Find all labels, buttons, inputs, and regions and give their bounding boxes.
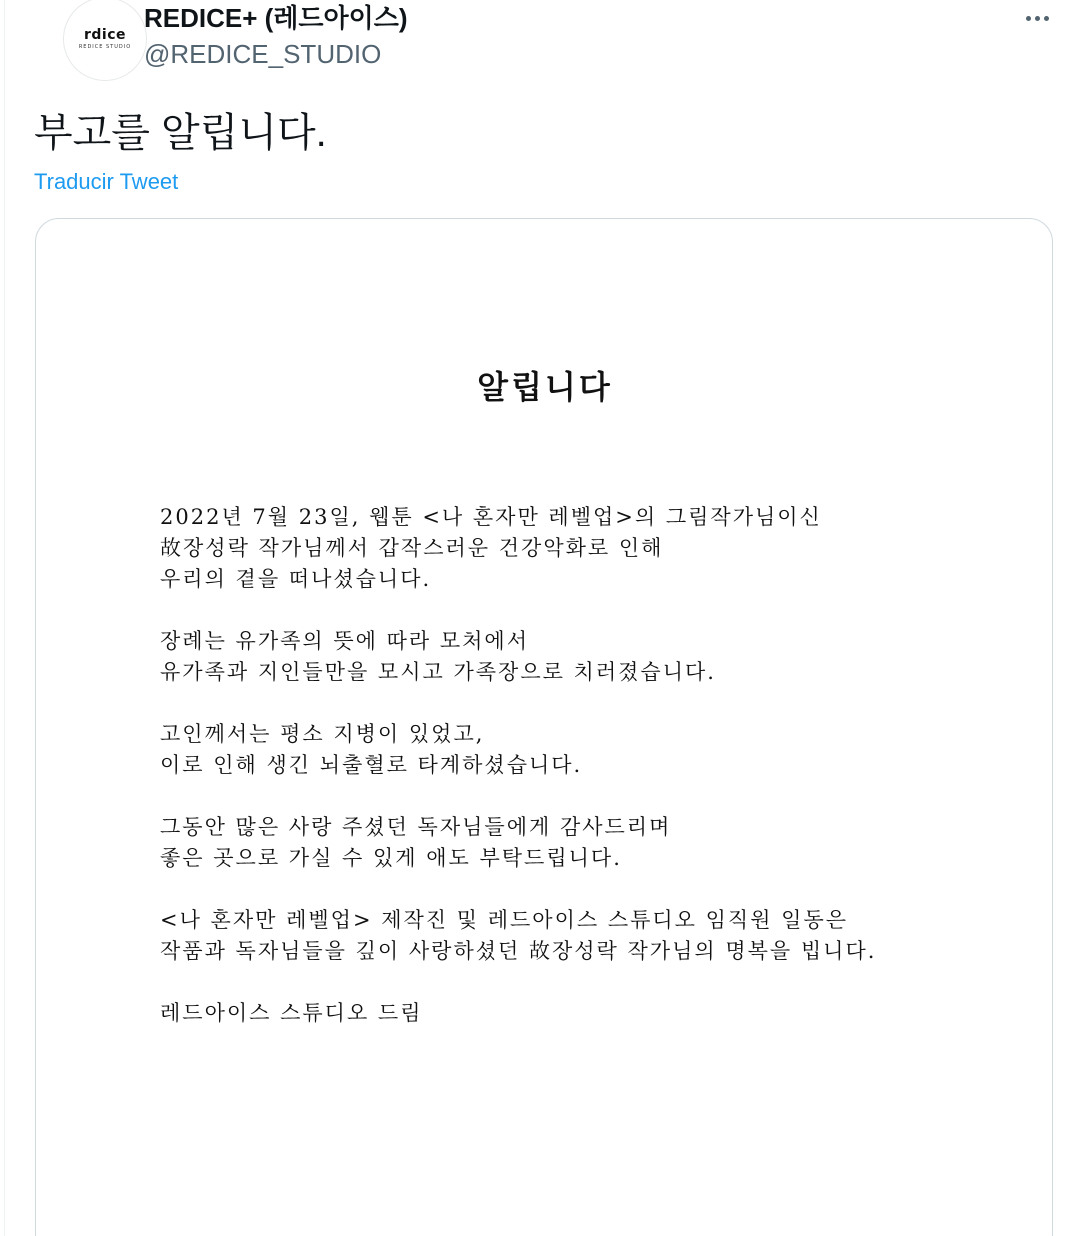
notice-paragraph [160,905,1020,967]
notice-signature [160,998,1020,1029]
avatar-logo-subtitle: REDICE STUDIO [78,44,132,50]
notice-line: <나 혼자만 레벨업> 제작진 및 레드아이스 스튜디오 임직원 일동은 [160,908,849,932]
notice-body [160,502,1020,1060]
notice-line: 레드아이스 스튜디오 드림 [160,1001,423,1025]
display-name[interactable]: REDICE+ (레드아이스) [144,3,408,33]
notice-paragraph [160,812,1020,874]
notice-line: 유가족과 지인들만을 모시고 가족장으로 치러졌습니다. [160,660,716,684]
notice-line: 고인께서는 평소 지병이 있었고, [160,722,485,746]
tweet-text: 부고를 알립니다. [34,111,327,155]
tweet-media-image[interactable] [35,218,1053,1236]
more-horizontal-icon [1024,16,1051,21]
notice-title: 알립니다 [477,368,613,406]
more-options-button[interactable] [1018,4,1056,32]
notice-line: 그동안 많은 사랑 주셨던 독자님들에게 감사드리며 [160,815,672,839]
translate-tweet-link[interactable]: Traducir Tweet [34,169,179,194]
notice-paragraph [160,719,1020,781]
notice-line: 우리의 곁을 떠나셨습니다. [160,567,432,591]
avatar-logo: rdice [83,27,127,43]
notice-line: 좋은 곳으로 가실 수 있게 애도 부탁드립니다. [160,846,622,870]
column-divider [4,0,5,1236]
avatar[interactable] [63,0,147,81]
notice-line: 장례는 유가족의 뜻에 따라 모처에서 [160,629,529,653]
notice-paragraph [160,626,1020,688]
user-handle[interactable]: @REDICE_STUDIO [144,39,382,69]
notice-paragraph [160,502,1020,595]
notice-line: 故장성락 작가님께서 갑작스러운 건강악화로 인해 [160,536,664,560]
notice-line: 작품과 독자님들을 깊이 사랑하셨던 故장성락 작가님의 명복을 빕니다. [160,939,877,963]
notice-line: 이로 인해 생긴 뇌출혈로 타계하셨습니다. [160,753,583,777]
notice-line: 2022년 7월 23일, 웹툰 <나 혼자만 레벨업>의 그림작가님이신 [160,505,822,529]
